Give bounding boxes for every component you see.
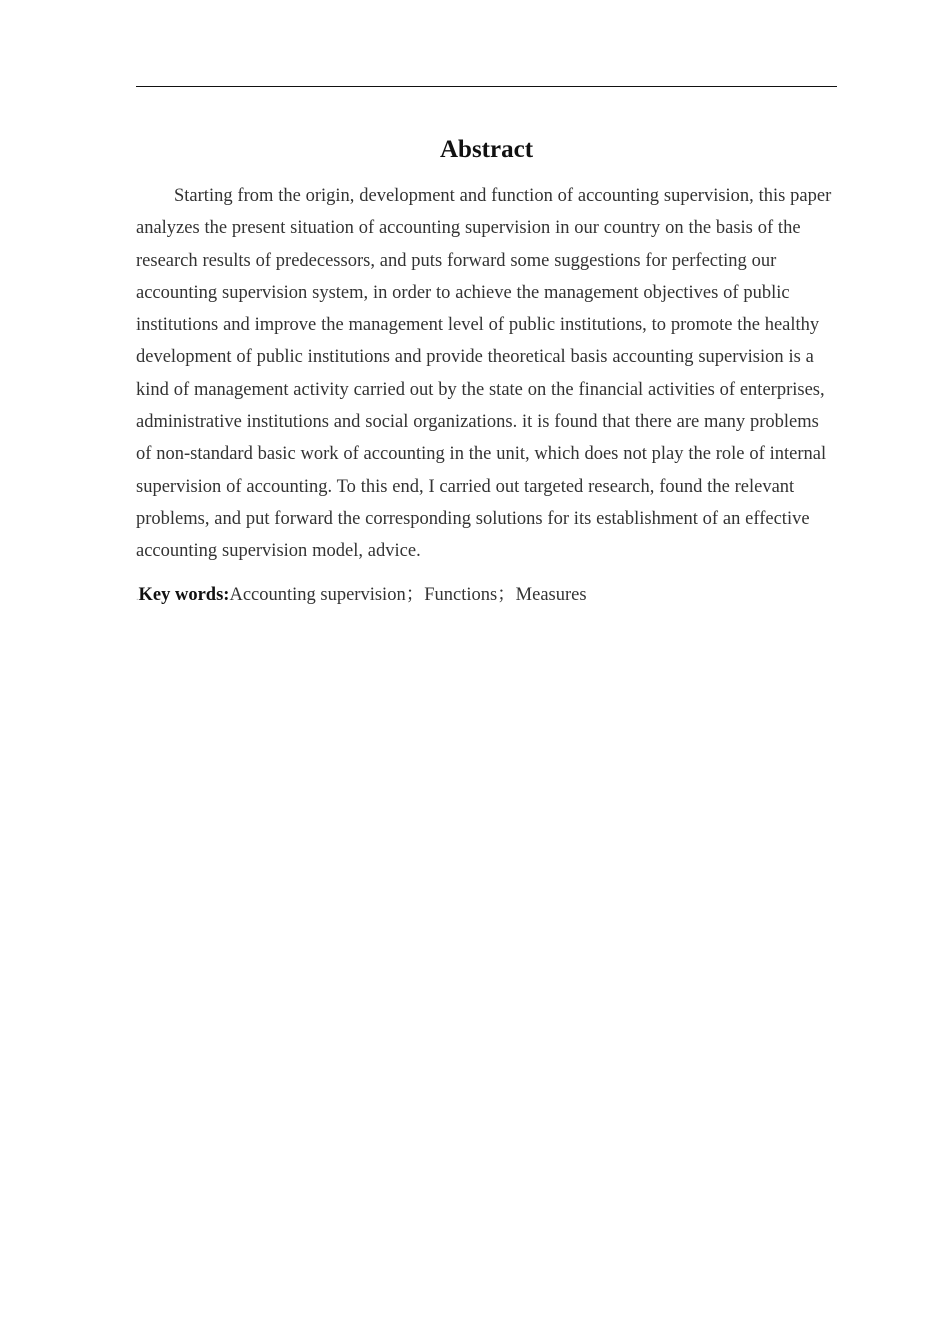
header-rule <box>136 86 837 87</box>
keywords-marker: . <box>136 592 139 603</box>
abstract-title: Abstract <box>439 136 534 163</box>
keywords-label: Key words: <box>138 585 230 605</box>
keywords-text: Accounting supervision；Functions；Measures <box>229 585 587 605</box>
keywords-line <box>136 580 837 613</box>
abstract-body: Starting from the origin, development and function of accounting supervision, this paper analyzes the present situation of accounting supervision in our country on the basis of the research results of predecessors, and puts forward some suggestions for perfecting our accounting supervision system, in order to achieve the management objectives of public institutions and improve the management level of public institutions, to promote the healthy development of public institutions and provide theoretical basis accounting supervision is a kind of management activity carried out by the state on the financial activities of enterprises, administrative institutions and social organizations. it is found that there are many problems of non-standard basic work of accounting in the unit, which does not play the role of internal supervision of accounting. To this end, I carried out targeted research, found the relevant problems, and put forward the corresponding solutions for its establishment of an effective accounting supervision model, advice. <box>136 186 832 562</box>
